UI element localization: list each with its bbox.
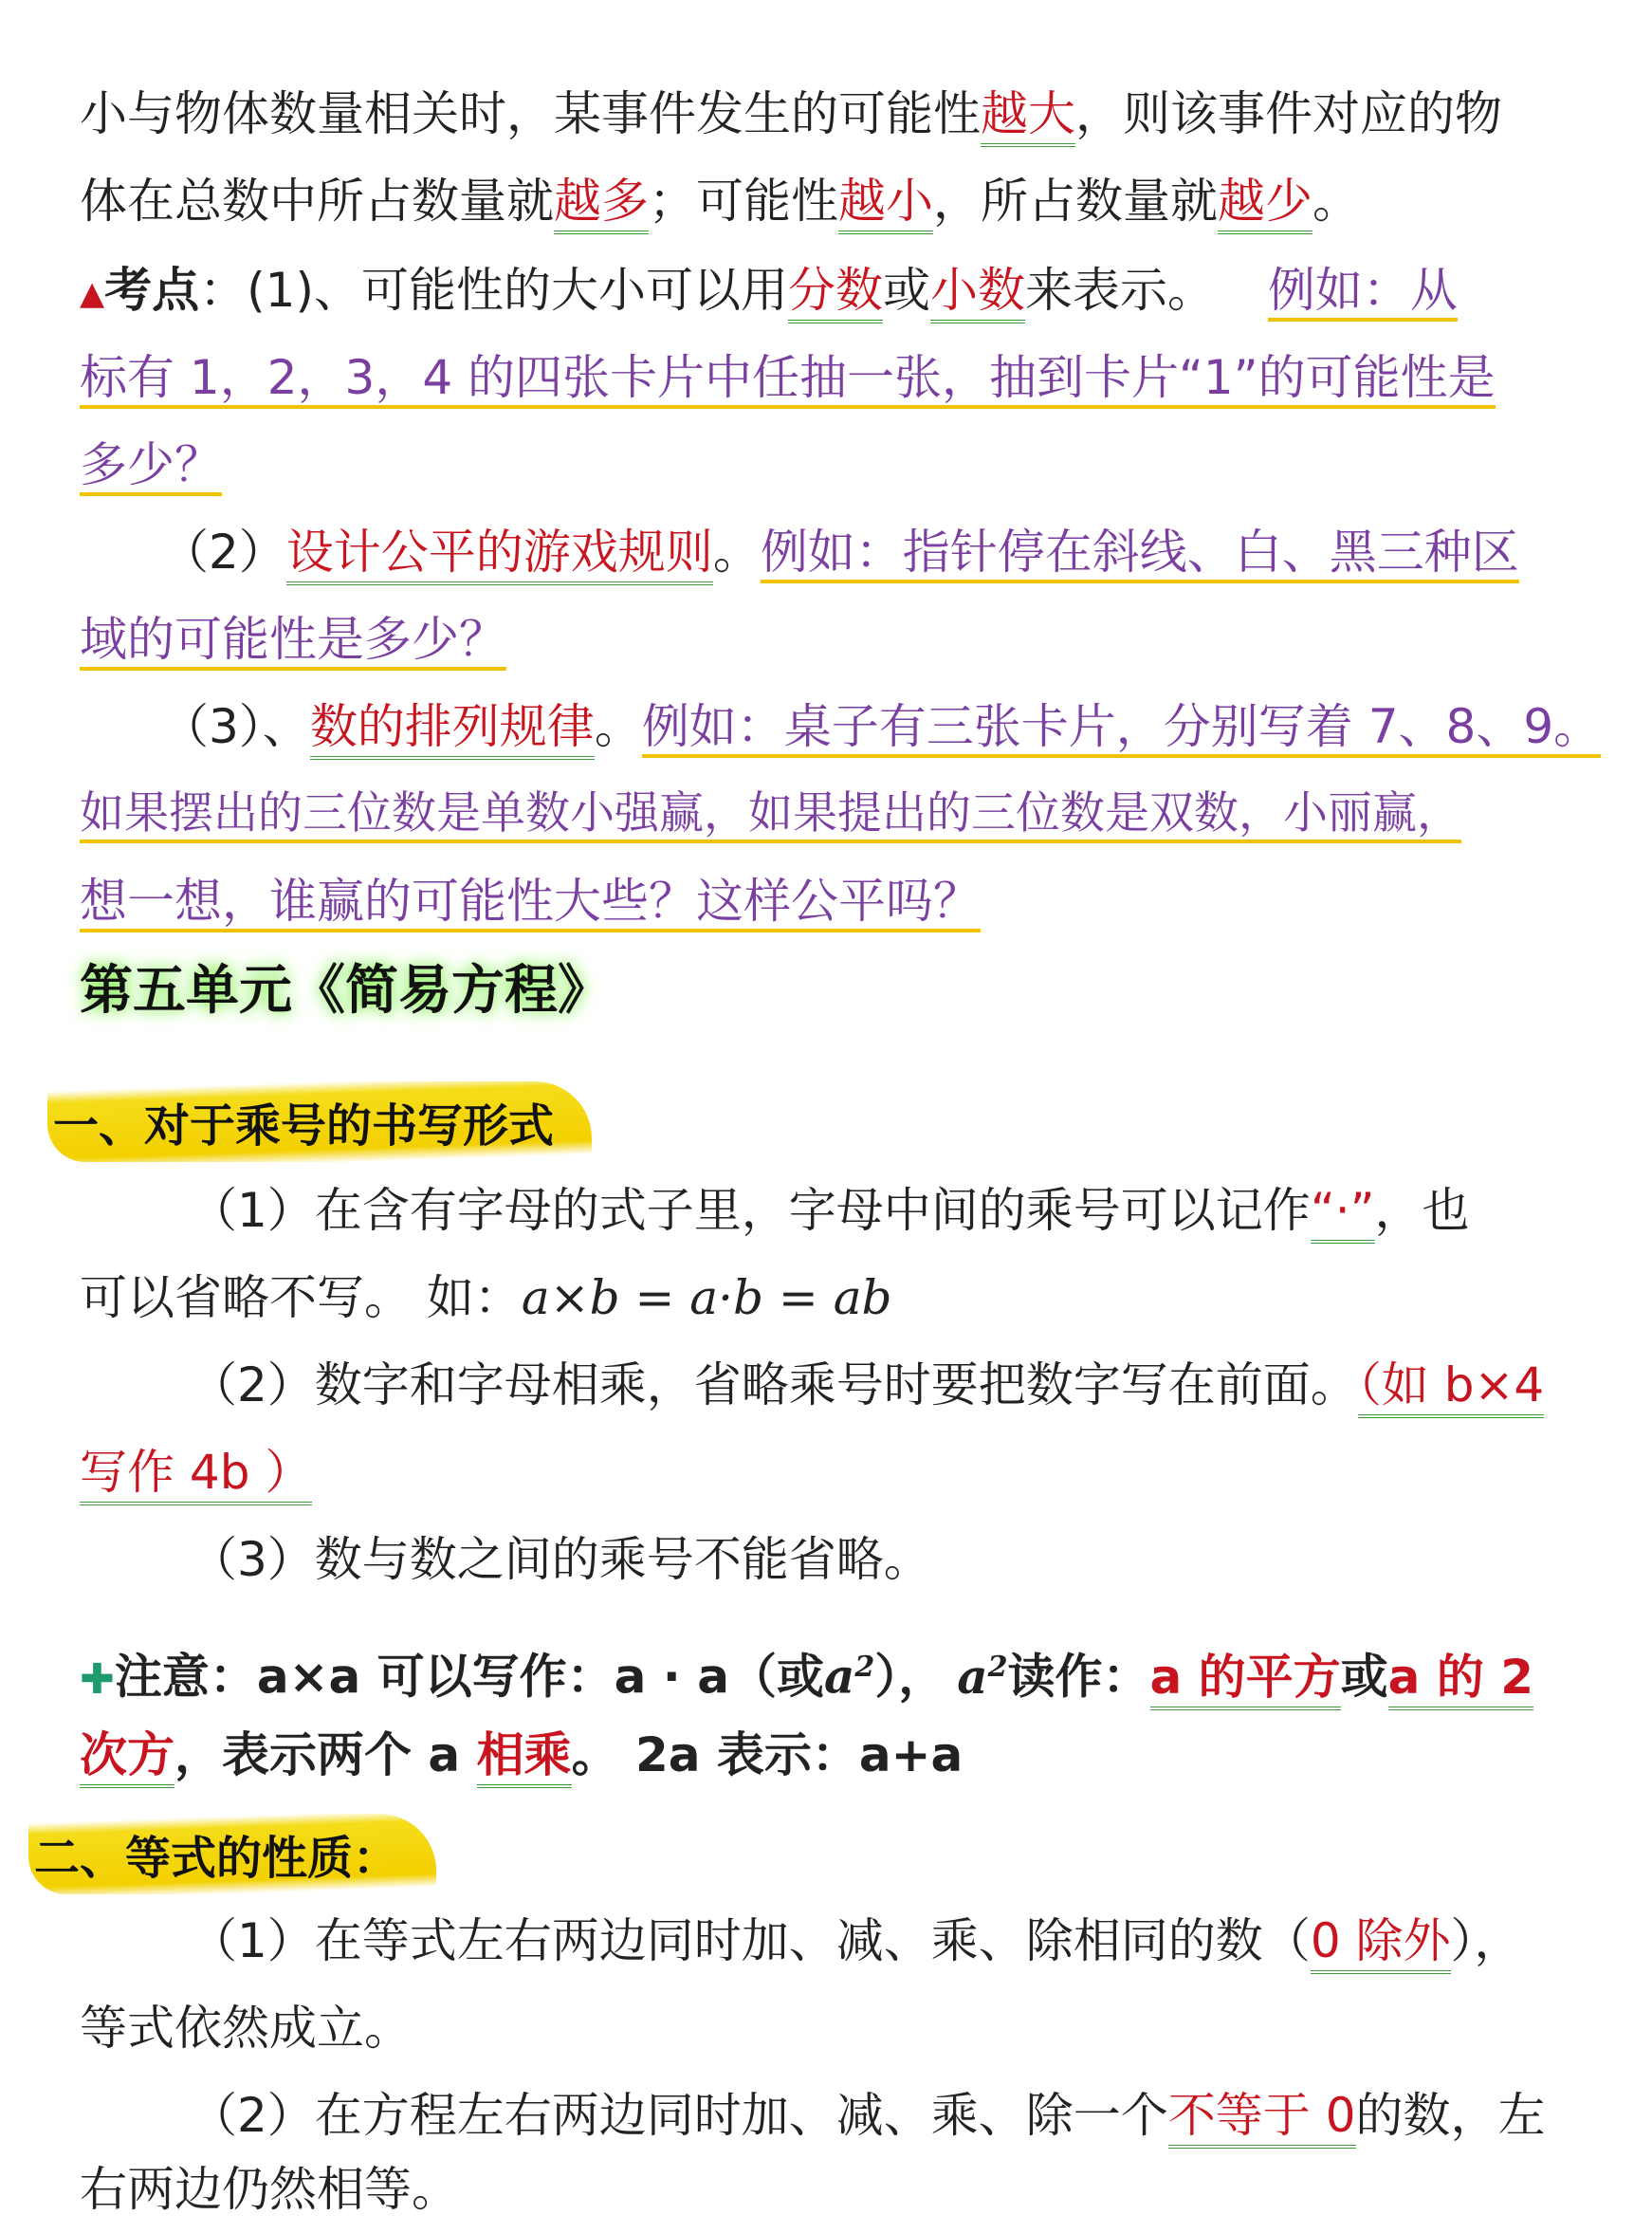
section1-heading: 一、对于乘号的书写形式 xyxy=(47,1081,592,1162)
keyword-fair-rules: 设计公平的游戏规则 xyxy=(286,525,713,585)
example-red: （如 b×4 xyxy=(1358,1357,1544,1418)
unit-title: 第五单元《简易方程》 xyxy=(80,960,611,1022)
keyword-multiply: 相乘 xyxy=(477,1727,572,1788)
p1-text: 。 xyxy=(1312,174,1360,229)
s2-row1 xyxy=(190,1897,1574,1984)
note-text: 。 2a 表示：a+a xyxy=(571,1727,964,1782)
p1-text: ；可能性 xyxy=(649,174,838,229)
s1-text: （3）数与数之间的乘号不能省略。 xyxy=(190,1532,931,1587)
s1-text: ，也 xyxy=(1374,1183,1470,1238)
keyword-fenshu: 分数 xyxy=(788,263,883,323)
s2-text: 等式依然成立。 xyxy=(80,2001,412,2056)
kaodian-item2 xyxy=(161,508,1574,596)
example-text: 例如：指针停在斜线、白、黑三种区 xyxy=(761,525,1519,583)
kaodian-item3-line3 xyxy=(80,858,1578,945)
example-text: 如果摆出的三位数是单数小强赢，如果提出的三位数是双数，小丽赢， xyxy=(80,787,1461,843)
keyword-yueduo: 越多 xyxy=(554,174,649,234)
example-text: 域的可能性是多少？ xyxy=(80,612,506,671)
example-red: 写作 4b ） xyxy=(80,1445,312,1505)
math-formula: a×b = a·b = ab xyxy=(521,1270,892,1325)
p1-line2 xyxy=(80,157,1578,245)
math-exp: 2 xyxy=(987,1651,1008,1684)
keyword-yueshao: 越少 xyxy=(1218,174,1312,234)
s2-text: ）， xyxy=(1450,1913,1522,1968)
item-number: （2） xyxy=(161,525,286,580)
note-text: 读作： xyxy=(1007,1649,1150,1705)
kaodian-item3 xyxy=(161,683,1602,770)
kaodian-line1 xyxy=(80,247,1578,338)
p1-text: ，则该事件对应的物 xyxy=(1075,86,1502,141)
item-number: （3）、 xyxy=(161,699,310,754)
example-text: 想一想，谁赢的可能性大些？这样公平吗？ xyxy=(80,874,981,932)
keyword-dot: “·” xyxy=(1311,1183,1375,1244)
keyword-arrangement: 数的排列规律 xyxy=(310,699,595,760)
s1-text: （2）数字和字母相乘，省略乘号时要把数字写在前面。 xyxy=(190,1357,1358,1412)
s1-row2-line2 xyxy=(80,1429,1578,1516)
note-text: ：a×a 可以写作：a · a（或 xyxy=(209,1649,824,1705)
math-var: a xyxy=(823,1648,855,1705)
kaodian-text: 或 xyxy=(882,263,930,318)
keyword-not-zero: 不等于 0 xyxy=(1168,2088,1356,2149)
keyword-power: 次方 xyxy=(80,1727,174,1788)
note-line2 xyxy=(80,1711,1578,1799)
kaodian-label: 考点 xyxy=(104,263,200,318)
keyword-yuexiao: 越小 xyxy=(838,174,933,234)
math-exp: 2 xyxy=(854,1651,875,1684)
s2-row2-line2 xyxy=(80,2146,1578,2233)
keyword-square: a 的平方 xyxy=(1150,1650,1341,1710)
s1-text: （1）在含有字母的式子里，字母中间的乘号可以记作 xyxy=(190,1183,1311,1238)
kaodian-item2-line2 xyxy=(80,596,1578,683)
s2-row1-line2 xyxy=(80,1984,1578,2072)
p1-line1 xyxy=(80,70,1578,157)
keyword-power: a 的 2 xyxy=(1388,1650,1533,1710)
note-text: 或 xyxy=(1340,1649,1388,1705)
note-label: 注意 xyxy=(114,1649,210,1705)
note-line1 xyxy=(80,1624,1578,1724)
s1-text: 可以省略不写。 如： xyxy=(80,1270,522,1325)
s1-row1-line2 xyxy=(80,1254,1578,1341)
note-text: ）， xyxy=(874,1649,946,1705)
plus-bullet-icon: ✚ xyxy=(80,1655,115,1705)
s2-text: 右两边仍然相等。 xyxy=(80,2162,459,2217)
example-text: 例如：桌子有三张卡片，分别写着 7、8、9。 xyxy=(642,699,1601,758)
note-text: ，表示两个 a xyxy=(174,1727,477,1782)
keyword-zero-excluded: 0 除外 xyxy=(1311,1913,1451,1974)
p1-text: 体在总数中所占数量就 xyxy=(80,174,554,229)
s2-text: 的数，左 xyxy=(1355,2088,1546,2143)
s1-row2 xyxy=(190,1341,1574,1429)
s1-row1 xyxy=(190,1167,1574,1254)
p1-text: ，所占数量就 xyxy=(933,174,1218,229)
kaodian-line3 xyxy=(80,421,1578,508)
kaodian-text: 。 xyxy=(712,525,761,580)
kaodian-item3-line2 xyxy=(80,770,1578,858)
kaodian-text: ：(1)、可能性的大小可以用 xyxy=(199,263,788,318)
s2-text: （1）在等式左右两边同时加、减、乘、除相同的数（ xyxy=(190,1913,1311,1968)
kaodian-line2 xyxy=(80,334,1578,421)
kaodian-text: 来表示。 xyxy=(1024,263,1215,318)
triangle-bullet-icon: ▲ xyxy=(80,274,105,313)
keyword-yuedA: 越大 xyxy=(981,86,1075,147)
example-text: 标有 1，2，3，4 的四张卡片中任抽一张，抽到卡片“1”的可能性是 xyxy=(80,350,1496,409)
example-text: 例如：从 xyxy=(1268,263,1458,322)
p1-text: 小与物体数量相关时，某事件发生的可能性 xyxy=(80,86,981,141)
kaodian-text: 。 xyxy=(594,699,642,754)
keyword-xiaoshu: 小数 xyxy=(930,263,1025,323)
s2-text: （2）在方程左右两边同时加、减、乘、除一个 xyxy=(190,2088,1168,2143)
example-text: 多少？ xyxy=(80,437,222,496)
section2-heading: 二、等式的性质： xyxy=(28,1814,436,1894)
math-var: a xyxy=(957,1648,988,1705)
s1-row3 xyxy=(190,1516,1574,1603)
